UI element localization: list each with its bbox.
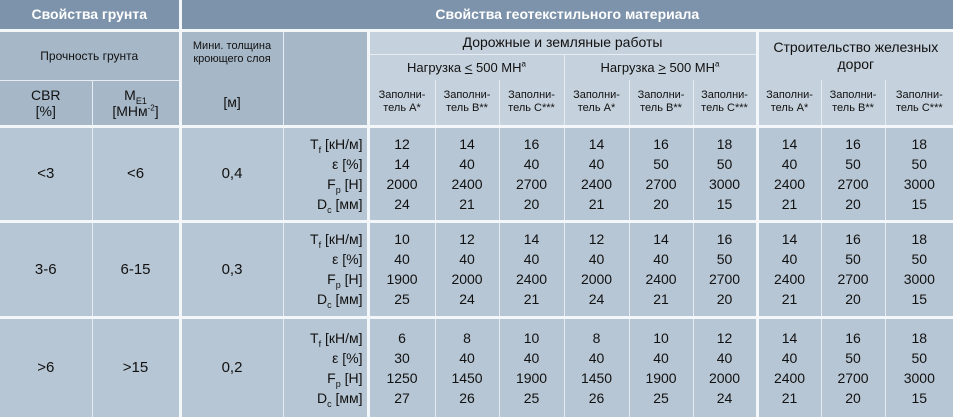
value-cell: 40 (459, 251, 475, 267)
values-column (693, 126, 757, 221)
value-cell: 40 (781, 251, 798, 267)
cbr-value: <3 (0, 126, 92, 221)
value-cell: 16 (845, 329, 861, 346)
fill-c-header-road-low: Заполни- тель C*** (499, 80, 564, 126)
property-name: $F_p$ [Н] (327, 175, 363, 195)
values-column (821, 221, 885, 317)
value-cell: 12 (459, 231, 475, 247)
value-cell: 18 (911, 135, 928, 152)
value-cell: 50 (845, 251, 861, 267)
cbr-header: CBR [%] (0, 80, 92, 126)
thickness-value: 0,4 (180, 126, 283, 221)
value-cell: 50 (653, 155, 669, 172)
value-cell: 2700 (837, 369, 869, 386)
value-cell: 2400 (580, 175, 613, 192)
values-column (629, 126, 693, 221)
values-column (564, 317, 629, 417)
value-cell: 24 (459, 291, 475, 307)
value-cell: 14 (653, 231, 669, 247)
value-cell: 21 (459, 195, 475, 212)
value-cell: 21 (653, 291, 669, 307)
value-cell: 20 (523, 195, 540, 212)
value-cell: 20 (653, 195, 669, 212)
value-cell: 25 (394, 291, 410, 307)
values-column (885, 317, 953, 417)
value-cell: 10 (523, 329, 540, 346)
fill-b-header-railway: Заполни- тель B** (821, 80, 885, 126)
value-cell: 40 (588, 349, 605, 366)
property-name: ε [%] (332, 251, 363, 267)
cbr-value: 3-6 (0, 221, 92, 317)
cbr-value: >6 (0, 317, 92, 417)
geotex-props-header: Свойства геотекстильного материала (180, 0, 953, 30)
value-cell: 14 (588, 135, 605, 152)
property-names (283, 317, 368, 417)
property-names (283, 126, 368, 221)
value-cell: 2400 (451, 175, 483, 192)
me1-value: 6-15 (92, 221, 180, 317)
value-cell: 25 (523, 389, 540, 406)
road-works-header: Дорожные и земляные работы (368, 30, 757, 54)
property-name: $D_c$ [мм] (316, 195, 363, 215)
value-cell: 15 (911, 389, 928, 406)
me1-value: <6 (92, 126, 180, 221)
value-cell: 15 (911, 195, 928, 212)
value-cell: 2000 (580, 271, 613, 287)
property-name: $D_c$ [мм] (316, 389, 363, 409)
value-cell: 2000 (451, 271, 483, 287)
fill-a-header-railway: Заполни- тель A* (757, 80, 821, 126)
soil-class-row (0, 221, 953, 317)
property-name: $T_f$ [кН/м] (310, 329, 363, 349)
value-cell: 2400 (773, 369, 806, 386)
value-cell: 21 (588, 195, 605, 212)
value-cell: 12 (394, 135, 410, 152)
value-cell: 3000 (903, 271, 935, 287)
property-name: $T_f$ [кН/м] (310, 231, 363, 250)
value-cell: 14 (781, 329, 798, 346)
value-cell: 50 (911, 251, 928, 267)
values-column (757, 126, 821, 221)
values-column (435, 317, 499, 417)
value-cell: 50 (845, 349, 861, 366)
value-cell: 2700 (837, 271, 869, 287)
value-cell: 16 (716, 231, 733, 247)
property-name: $F_p$ [Н] (327, 271, 363, 290)
fill-b-header-road-high: Заполни- тель B** (629, 80, 693, 126)
values-column (885, 126, 953, 221)
value-cell: 1450 (451, 369, 483, 386)
thickness-value: 0,2 (180, 317, 283, 417)
value-cell: 50 (845, 155, 861, 172)
value-cell: 2400 (645, 271, 677, 287)
value-cell: 12 (588, 231, 605, 247)
value-cell: 40 (781, 155, 798, 172)
property-name: ε [%] (332, 155, 363, 172)
value-cell: 10 (394, 231, 410, 247)
fill-a-header-road-high: Заполни- тель A* (564, 80, 629, 126)
soil-strength-header: Прочность грунта (0, 30, 180, 80)
values-column (499, 317, 564, 417)
value-cell: 14 (459, 135, 475, 152)
value-cell: 24 (588, 291, 605, 307)
value-cell: 2000 (386, 175, 418, 192)
value-cell: 10 (653, 329, 669, 346)
value-cell: 40 (394, 251, 410, 267)
value-cell: 50 (911, 349, 928, 366)
value-cell: 40 (459, 349, 475, 366)
value-cell: 50 (911, 155, 928, 172)
value-cell: 20 (845, 389, 861, 406)
value-cell: 14 (781, 135, 798, 152)
value-cell: 20 (716, 291, 733, 307)
fill-a-header-road-low: Заполни- тель A* (368, 80, 435, 126)
me1-header: $M_{E1}$ [МНм$^{-2}$] (92, 80, 180, 126)
values-column (435, 221, 499, 317)
values-column (368, 317, 435, 417)
value-cell: 16 (845, 231, 861, 247)
value-cell: 15 (716, 195, 733, 212)
value-cell: 12 (716, 329, 733, 346)
min-thickness-header: Мини. толщина кроющего слоя (180, 30, 283, 80)
value-cell: 1900 (645, 369, 677, 386)
value-cell: 3000 (708, 175, 741, 192)
value-cell: 20 (845, 291, 861, 307)
property-name: $D_c$ [мм] (316, 291, 363, 310)
value-cell: 2000 (708, 369, 741, 386)
thickness-value: 0,3 (180, 221, 283, 317)
value-cell: 27 (394, 389, 410, 406)
value-cell: 16 (523, 135, 540, 152)
value-cell: 18 (716, 135, 733, 152)
load-high-header: Нагрузка > 500 $МН^a$ (564, 54, 757, 80)
values-column (885, 221, 953, 317)
value-cell: 2400 (515, 271, 548, 287)
values-column (693, 317, 757, 417)
load-low-header: Нагрузка < 500 $МН^a$ (368, 54, 564, 80)
soil-class-row (0, 126, 953, 221)
value-cell: 1900 (386, 271, 418, 287)
values-column (368, 221, 435, 317)
value-cell: 25 (653, 389, 669, 406)
value-cell: 6 (398, 329, 406, 346)
value-cell: 3000 (903, 369, 935, 386)
value-cell: 30 (394, 349, 410, 366)
property-subheader-blank (283, 80, 368, 126)
value-cell: 8 (463, 329, 471, 346)
value-cell: 26 (459, 389, 475, 406)
value-cell: 18 (911, 231, 928, 247)
values-column (564, 221, 629, 317)
values-column (564, 126, 629, 221)
value-cell: 40 (523, 155, 540, 172)
value-cell: 21 (523, 291, 540, 307)
value-cell: 40 (653, 349, 669, 366)
values-column (629, 317, 693, 417)
value-cell: 21 (781, 195, 798, 212)
value-cell: 14 (394, 155, 410, 172)
value-cell: 50 (716, 251, 733, 267)
value-cell: 40 (781, 349, 798, 366)
value-cell: 2700 (645, 175, 677, 192)
value-cell: 40 (588, 155, 605, 172)
value-cell: 15 (911, 291, 928, 307)
value-cell: 21 (781, 389, 798, 406)
property-names (283, 221, 368, 317)
property-header-blank (283, 30, 368, 80)
value-cell: 2400 (773, 271, 806, 287)
soil-class-row (0, 317, 953, 417)
value-cell: 40 (588, 251, 605, 267)
values-column (435, 126, 499, 221)
value-cell: 20 (845, 195, 861, 212)
value-cell: 2400 (773, 175, 806, 192)
value-cell: 40 (459, 155, 475, 172)
value-cell: 8 (592, 329, 601, 346)
value-cell: 14 (781, 231, 798, 247)
value-cell: 40 (716, 349, 733, 366)
thickness-unit-header: [м] (180, 80, 283, 126)
value-cell: 40 (653, 251, 669, 267)
values-column (757, 221, 821, 317)
value-cell: 18 (911, 329, 928, 346)
values-column (499, 126, 564, 221)
value-cell: 1250 (386, 369, 418, 386)
value-cell: 24 (394, 195, 410, 212)
soil-props-header: Свойства грунта (0, 0, 180, 30)
fill-b-header-road-low: Заполни- тель B** (435, 80, 499, 126)
value-cell: 21 (781, 291, 798, 307)
value-cell: 2700 (515, 175, 548, 192)
property-name: $T_f$ [кН/м] (310, 135, 363, 155)
values-column (499, 221, 564, 317)
fill-c-header-railway: Заполни- тель C*** (885, 80, 953, 126)
values-column (693, 221, 757, 317)
value-cell: 50 (716, 155, 733, 172)
value-cell: 40 (523, 251, 540, 267)
value-cell: 1900 (515, 369, 548, 386)
railway-header: Строительство железных дорог (757, 30, 953, 80)
property-name: $F_p$ [Н] (327, 369, 363, 389)
property-name: ε [%] (332, 349, 363, 366)
value-cell: 16 (653, 135, 669, 152)
me1-value: >15 (92, 317, 180, 417)
values-column (821, 317, 885, 417)
value-cell: 16 (845, 135, 861, 152)
value-cell: 1450 (580, 369, 613, 386)
value-cell: 2700 (837, 175, 869, 192)
value-cell: 24 (716, 389, 733, 406)
values-column (757, 317, 821, 417)
value-cell: 26 (588, 389, 605, 406)
value-cell: 40 (523, 349, 540, 366)
values-column (629, 221, 693, 317)
value-cell: 14 (523, 231, 540, 247)
value-cell: 3000 (903, 175, 935, 192)
values-column (821, 126, 885, 221)
values-column (368, 126, 435, 221)
fill-c-header-road-high: Заполни- тель C*** (693, 80, 757, 126)
value-cell: 2700 (708, 271, 741, 287)
